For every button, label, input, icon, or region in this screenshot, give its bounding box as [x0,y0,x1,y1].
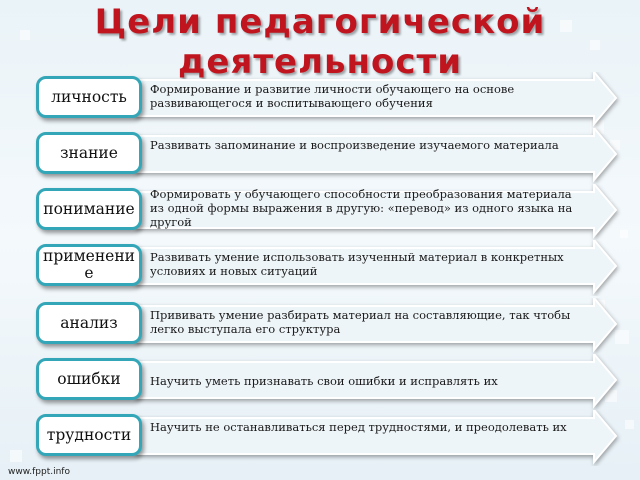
goal-row [0,298,640,354]
goal-label: личность [36,76,142,118]
goal-row [0,128,640,184]
goal-description: Научить не останавливаться перед трудностями, и преодолевать их [150,420,567,434]
goal-row [0,354,640,410]
goal-description: Формировать у обучающего способности преобразования материала из одной формы выражения в другую: «перевод» из одного языка на другой [150,187,573,229]
goal-description: Научить уметь признавать свои ошибки и исправлять их [150,374,498,388]
goal-description: Развивать запоминание и воспроизведение изучаемого материала [150,138,559,152]
goal-row [0,184,640,240]
footer-url: www.fppt.info [8,467,70,477]
goal-description: Формирование и развитие личности обучающего на основе развивающегося и воспитывающего обучения [150,82,515,110]
goal-label: знание [36,132,142,174]
arrow-shape [132,128,622,184]
goal-row [0,410,640,466]
goal-row [0,72,640,128]
page-title: Цели педагогической деятельности [94,2,546,82]
goal-row [0,240,640,296]
goal-description: Развивать умение использовать изученный материал в конкретных условиях и новых ситуаций [150,250,564,278]
goal-label: понимание [36,188,142,230]
goal-label: трудности [36,414,142,456]
goal-label: анализ [36,302,142,344]
goal-label: ошибки [36,358,142,400]
goal-label: применение [36,244,142,286]
goal-description: Прививать умение разбирать материал на составляющие, так чтобы легко выступала его структура [150,308,571,336]
arrow-shape [132,410,622,466]
